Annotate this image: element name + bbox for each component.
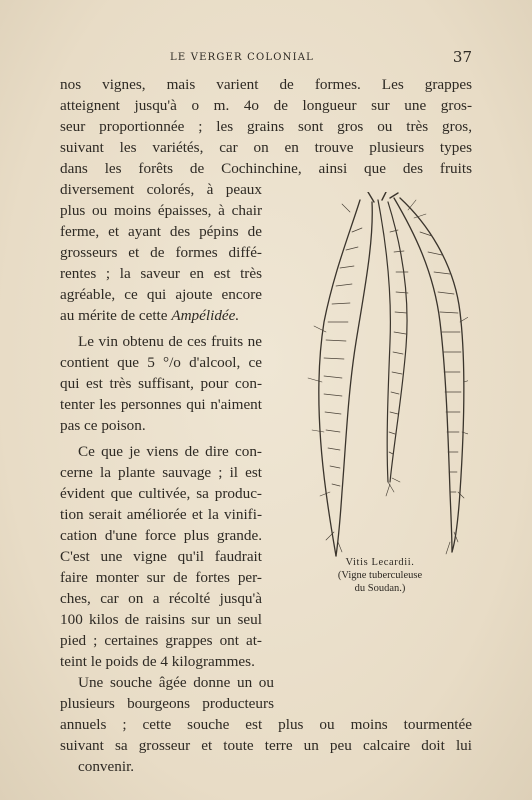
text-line: faire monter sur de fortes per- bbox=[60, 569, 262, 586]
figure-caption-title: Vitis Lecardii. bbox=[345, 557, 415, 568]
text-line: cerne la plante sauvage ; il est bbox=[60, 464, 262, 481]
text-line: convenir. bbox=[78, 758, 135, 775]
text-line: plus ou moins épaisses, à chair bbox=[60, 202, 262, 219]
text-line: ches, car on a récolté jusqu'à bbox=[60, 590, 262, 607]
text-line: agréable, ce qui ajoute encore bbox=[60, 286, 262, 303]
text-line: Le vin obtenu de ces fruits ne bbox=[78, 333, 262, 350]
text-line: atteignent jusqu'à o m. 4o de longueur sur une gros- bbox=[60, 97, 472, 114]
text-line: annuels ; cette souche est plus ou moins tourmentée bbox=[60, 716, 472, 733]
text-line: cation d'une force plus grande. bbox=[60, 527, 262, 544]
text-line: évident que cultivée, sa produc- bbox=[60, 485, 262, 502]
text-line: rentes ; la saveur en est très bbox=[60, 265, 262, 282]
italic-term: Ampélidée. bbox=[171, 307, 240, 324]
text-line: contient que 5 °/o d'alcool, ce bbox=[60, 354, 262, 371]
text-line: suivant sa grosseur et toute terre un peu calcaire doit lui bbox=[60, 737, 472, 754]
text-line: tenter les personnes qui n'aiment bbox=[60, 396, 262, 413]
text-line: pied ; certaines grappes ont at- bbox=[60, 632, 262, 649]
figure-caption-line: (Vigne tuberculeuse bbox=[337, 570, 423, 581]
page-header bbox=[60, 50, 472, 66]
text-line: diversement colorés, à peaux bbox=[60, 181, 262, 198]
text-line: nos vignes, mais varient de formes. Les grappes bbox=[60, 76, 472, 93]
text-line: plusieurs bourgeons producteurs bbox=[60, 695, 274, 712]
text-line: Ce que je viens de dire con- bbox=[78, 443, 262, 460]
vine-tuber-illustration bbox=[290, 192, 468, 558]
text-line: seur proportionnée ; les grains sont gros ou très gros, bbox=[60, 118, 472, 135]
text-run: au mérite de cette bbox=[60, 307, 172, 324]
text-line: ferme, et ayant des pépins de bbox=[60, 223, 262, 240]
text-line: 100 kilos de raisins sur un seul bbox=[60, 611, 262, 628]
text-line: pas ce poison. bbox=[60, 417, 146, 434]
text-line: teint le poids de 4 kilogrammes. bbox=[60, 653, 255, 670]
text-line: dans les forêts de Cochinchine, ainsi que des fruits bbox=[60, 160, 472, 177]
page-number: 37 bbox=[452, 48, 472, 66]
text-line: C'est une vigne qu'il faudrait bbox=[60, 548, 262, 565]
text-line: qui est très suffisant, pour con- bbox=[60, 375, 262, 392]
text-line bbox=[60, 305, 262, 326]
text-line: tion serait améliorée et la vinifi- bbox=[60, 506, 262, 523]
text-line: suivant les variétés, car on en trouve plusieurs types bbox=[60, 139, 472, 156]
text-line: Une souche âgée donne un ou bbox=[78, 674, 274, 691]
running-title: LE VERGER COLONIAL bbox=[170, 52, 315, 63]
figure-caption-line: du Soudan.) bbox=[354, 583, 406, 594]
text-line: grosseurs et de formes diffé- bbox=[60, 244, 262, 261]
